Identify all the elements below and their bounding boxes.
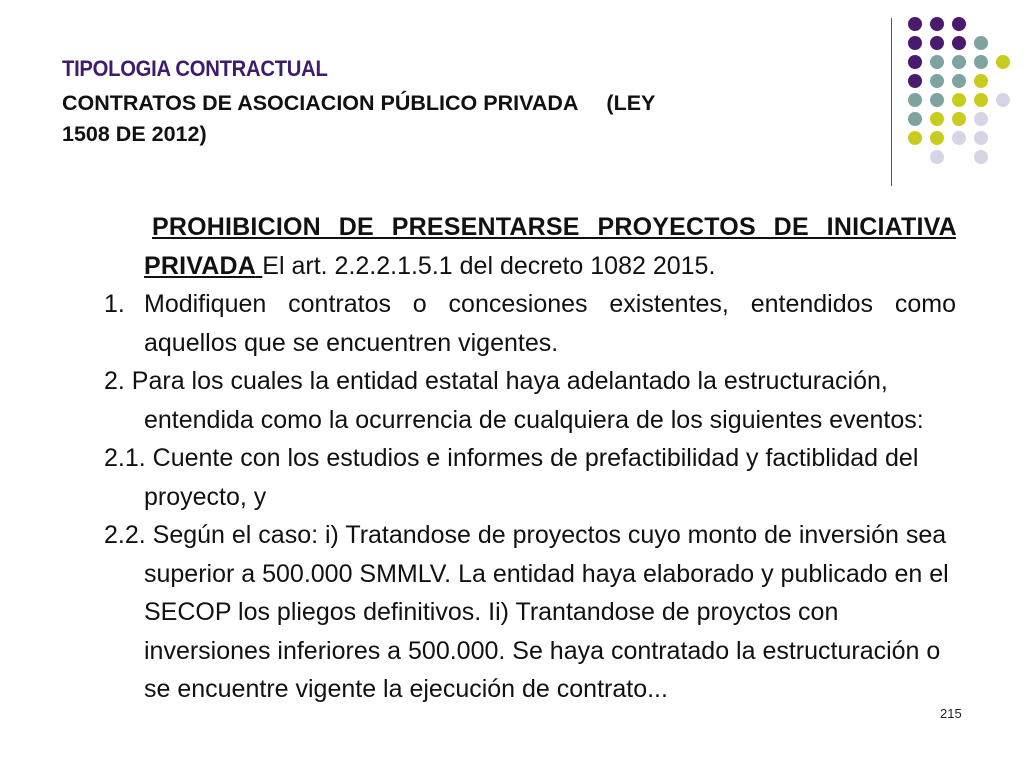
title-line2: 1508 DE 2012)	[62, 122, 207, 146]
list-item-2-2-text: 2.2. Según el caso: i) Tratandose de proyectos cuyo monto de inversión sea superior a 500.000 SMMLV. La entidad haya elaborado y publicado en el SECOP los pliegos definitivos. Ii) Trantandose de proyctos con inversiones inferiores a 500.000. Se haya contratado la estructuración o se encuentre vigente la ejecución de contrato...	[104, 521, 949, 703]
dot-teal	[974, 36, 988, 50]
list-item-1-number: 1.	[104, 290, 125, 318]
slide-body	[104, 208, 956, 709]
list-item-1	[104, 285, 956, 362]
dot-purple	[908, 74, 922, 88]
dot-teal	[930, 55, 944, 69]
dot-purple	[908, 17, 922, 31]
dot-lavender	[974, 150, 988, 164]
dot-teal	[930, 93, 944, 107]
heading-line1: PROHIBICION DE PRESENTARSE PROYECTOS DE INICIATIVA	[152, 213, 956, 241]
dot-yellow	[974, 93, 988, 107]
dot-yellow	[930, 131, 944, 145]
section-kicker: TIPOLOGIA CONTRACTUAL	[62, 56, 328, 81]
dot-teal	[952, 55, 966, 69]
dot-purple	[952, 36, 966, 50]
dot-purple	[908, 36, 922, 50]
heading-tail: El art. 2.2.2.1.5.1 del decreto 1082 2015.	[262, 251, 716, 280]
title-ley: (LEY	[606, 91, 656, 115]
slide-header	[62, 56, 862, 150]
dot-lavender	[974, 131, 988, 145]
list-item-2-1	[104, 439, 956, 516]
list-item-2-2	[104, 516, 956, 709]
dot-yellow	[908, 131, 922, 145]
list-item-2	[104, 362, 956, 439]
heading-paragraph	[104, 208, 956, 285]
dot-purple	[952, 17, 966, 31]
list-item-2-text: 2. Para los cuales la entidad estatal haya adelantado la estructuración, entendida como la ocurrencia de cualquiera de los siguientes eventos:	[104, 367, 924, 434]
page-number: 215	[940, 706, 962, 721]
list-item-2-1-text: 2.1. Cuente con los estudios e informes de prefactibilidad y factiblidad del proyecto, y	[104, 444, 919, 511]
dot-lavender	[974, 112, 988, 126]
dot-lavender	[952, 131, 966, 145]
slide-title	[62, 88, 852, 150]
dot-purple	[930, 36, 944, 50]
dot-yellow	[952, 93, 966, 107]
heading-line2: PRIVADA	[144, 251, 256, 280]
dot-yellow	[996, 55, 1010, 69]
list-item-1-text: Modifiquen contratos o concesiones existentes, entendidos como aquellos que se encuentren vigentes.	[144, 290, 956, 357]
dot-teal	[908, 112, 922, 126]
dot-lavender	[930, 150, 944, 164]
dot-teal	[930, 74, 944, 88]
dot-yellow	[952, 112, 966, 126]
dot-teal	[974, 55, 988, 69]
dot-teal	[952, 74, 966, 88]
dot-teal	[908, 93, 922, 107]
dot-yellow	[974, 74, 988, 88]
dot-purple	[908, 55, 922, 69]
header-divider-line	[891, 18, 892, 186]
dot-purple	[930, 17, 944, 31]
dot-yellow	[930, 112, 944, 126]
dot-lavender	[996, 93, 1010, 107]
title-line1: CONTRATOS DE ASOCIACION PÚBLICO PRIVADA	[62, 91, 579, 115]
